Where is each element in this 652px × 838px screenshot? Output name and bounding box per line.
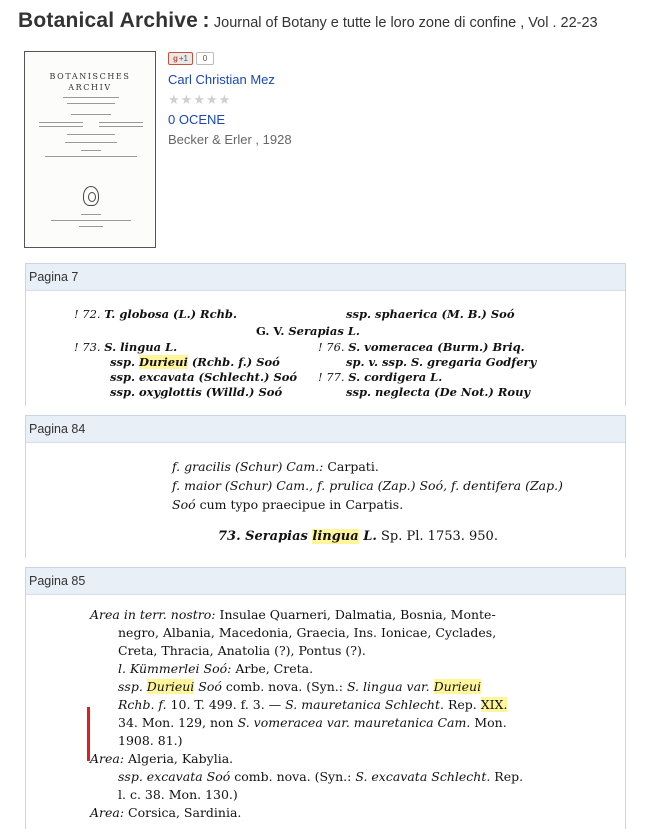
page-header [18, 9, 648, 33]
text-line: 34. Mon. 129, non S. vomeracea var. mauretanica Cam. Mon. [118, 715, 507, 730]
text-line: ssp. neglecta (De Not.) Rouy [346, 385, 531, 399]
book-metadata [168, 51, 292, 147]
text-line: l. Kümmerlei Soó: Arbe, Creta. [118, 661, 314, 676]
page-snippet-84[interactable] [25, 415, 626, 558]
page-snippet-body [26, 291, 625, 406]
text-line: G. V. Serapias L. [256, 324, 360, 338]
google-plus-button[interactable]: g +1 [168, 52, 193, 65]
text-line: ssp. sphaerica (M. B.) Soó [346, 307, 515, 321]
title-separator: : [202, 9, 210, 32]
text-line: ssp. oxyglottis (Willd.) Soó [110, 385, 283, 399]
star-icon[interactable]: ★ [205, 92, 218, 107]
cover-text-line [81, 214, 101, 215]
search-highlight: Durieui [139, 355, 188, 369]
text-line: l. c. 38. Mon. 130.) [118, 787, 238, 802]
text-line: Area: Corsica, Sardinia. [90, 805, 242, 820]
text-line: Area in terr. nostro: Insulae Quarneri, Dalmatia, Bosnia, Monte- [90, 607, 496, 622]
google-plus-count: 0 [196, 52, 214, 65]
text-line: Area: Algeria, Kabylia. [90, 751, 234, 766]
page-title: Botanical Archive [18, 9, 199, 32]
text-line: 73. Serapias lingua L. Sp. Pl. 1753. 950. [218, 529, 498, 544]
publisher-info: Becker & Erler , 1928 [168, 132, 292, 147]
cover-text-line [71, 114, 111, 115]
star-icon[interactable]: ★ [180, 92, 193, 107]
cover-text-line [65, 142, 117, 143]
page-snippet-label[interactable]: Pagina 84 [26, 416, 625, 443]
author-link[interactable]: Carl Christian Mez [168, 72, 275, 87]
search-highlight: lingua [312, 529, 359, 544]
search-highlight: Durieui [433, 679, 482, 694]
cover-title-line2: ARCHIV [68, 83, 112, 92]
text-line: negro, Albania, Macedonia, Graecia, Ins. Ionicae, Cyclades, [118, 625, 497, 640]
text-line: Soó cum typo praecipue in Carpatis. [172, 497, 404, 512]
search-highlight: XIX. [480, 697, 508, 712]
google-plus-label: +1 [178, 54, 188, 63]
page-snippet-body [26, 443, 625, 558]
rating-stars[interactable] [168, 93, 292, 107]
star-icon[interactable]: ★ [168, 92, 180, 107]
text-line: ! 77. S. cordigera L. [318, 370, 443, 384]
page-snippet-7[interactable] [25, 263, 626, 406]
text-line: ssp. Durieui Soó comb. nova. (Syn.: S. lingua var. Durieui [118, 679, 482, 694]
cover-text-line [67, 134, 115, 135]
cover-text-line [79, 226, 103, 227]
cover-text-line [63, 97, 119, 98]
search-highlight: Durieui [146, 679, 195, 694]
star-icon[interactable]: ★ [218, 92, 231, 107]
book-cover-thumbnail[interactable] [24, 51, 156, 248]
page-snippet-85[interactable] [25, 567, 626, 829]
text-line: ! 76. S. vomeracea (Burm.) Briq. [318, 340, 525, 354]
cover-text-line [51, 220, 131, 221]
text-line: 1908. 81.) [118, 733, 183, 748]
cover-text-line [99, 122, 143, 123]
page-snippet-body [26, 595, 625, 829]
page-snippet-label[interactable]: Pagina 85 [26, 568, 625, 595]
text-line: ! 72. T. globosa (L.) Rchb. [74, 307, 237, 321]
text-line: ! 73. S. lingua L. [74, 340, 178, 354]
text-line: Rchb. f. 10. T. 499. f. 3. — S. mauretanica Schlecht. Rep. XIX. [118, 697, 508, 712]
star-icon[interactable]: ★ [193, 92, 205, 107]
cover-text-line [81, 150, 101, 151]
cover-text-line [39, 122, 83, 123]
cover-title-line1: BOTANISCHES [49, 72, 131, 81]
text-line: sp. v. ssp. S. gregaria Godfery [346, 355, 537, 369]
google-plus-widget [168, 51, 292, 66]
text-line: f. maior (Schur) Cam., f. prulica (Zap.) Soó, f. dentifera (Zap.) [172, 478, 563, 493]
text-line: ssp. Durieui (Rchb. f.) Soó [110, 355, 280, 369]
cover-text-line [45, 156, 137, 157]
reviews-link[interactable]: 0 OCENE [168, 112, 226, 127]
cover-text-line [39, 126, 83, 127]
page-snippet-label[interactable]: Pagina 7 [26, 264, 625, 291]
cover-text-line [99, 126, 143, 127]
cover-publisher-emblem [83, 186, 99, 206]
page-subtitle: Journal of Botany e tutte le loro zone di confine , Vol . 22-23 [213, 15, 598, 31]
cover-text-line [67, 103, 115, 104]
text-line: Creta, Thracia, Anatolia (?), Pontus (?). [118, 643, 366, 658]
text-line: ssp. excavata (Schlecht.) Soó [110, 370, 298, 384]
text-line: ssp. excavata Soó comb. nova. (Syn.: S. excavata Schlecht. Rep. [118, 769, 524, 784]
text-line: f. gracilis (Schur) Cam.: Carpati. [172, 459, 379, 474]
